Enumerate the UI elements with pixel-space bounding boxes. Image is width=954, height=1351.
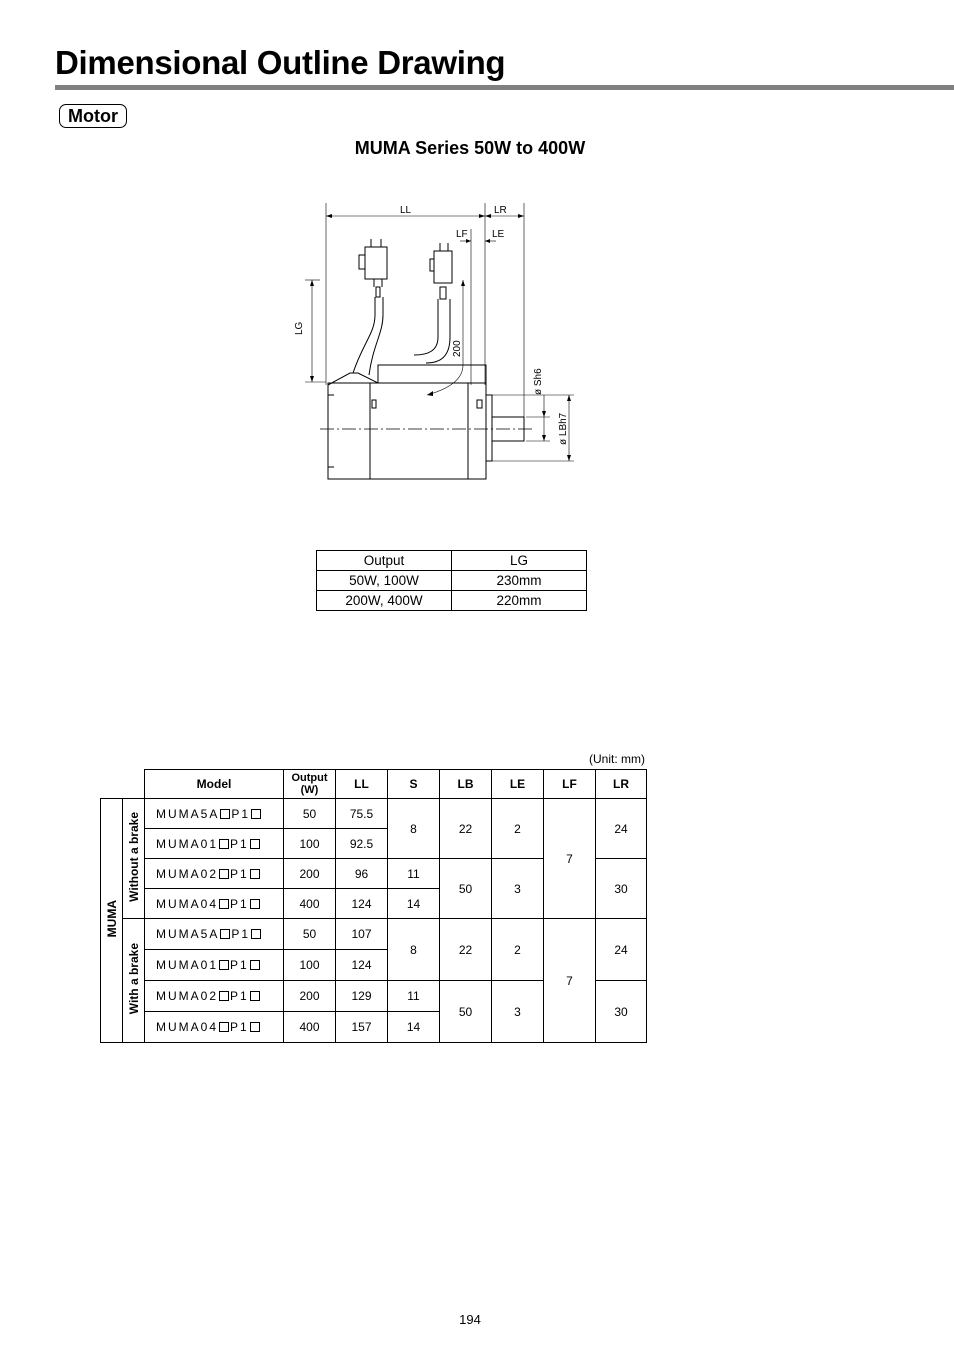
- le-cell: 2: [492, 799, 544, 859]
- model-cell: MUMA02 P1: [145, 859, 284, 889]
- table-header: LG: [452, 551, 587, 571]
- dimension-table: [100, 769, 647, 1043]
- model-cell: MUMA02 P1: [145, 981, 284, 1012]
- header-output: Output (W): [284, 770, 336, 799]
- table-row: [101, 919, 647, 950]
- ll-cell: 75.5: [336, 799, 388, 829]
- dim-label-lf: LF: [456, 229, 468, 240]
- dim-label-sh6: ø Sh6: [533, 368, 544, 395]
- table-header-row: [101, 770, 647, 799]
- table-row: [317, 551, 587, 571]
- header-lr: LR: [596, 770, 647, 799]
- lf-cell: 7: [544, 919, 596, 1043]
- header-model: Model: [145, 770, 284, 799]
- output-cell: 100: [284, 950, 336, 981]
- header-le: LE: [492, 770, 544, 799]
- lf-cell: 7: [544, 799, 596, 919]
- motor-outline-drawing: [290, 195, 590, 495]
- dim-label-le: LE: [492, 229, 505, 240]
- section-tag: Motor: [59, 104, 127, 128]
- dim-label-cable-200: 200: [452, 340, 463, 357]
- series-label: MUMA: [101, 799, 123, 1043]
- output-cell: 100: [284, 829, 336, 859]
- dim-label-lbh7: ø LBh7: [558, 412, 569, 445]
- table-row: [317, 591, 587, 611]
- dim-label-lr: LR: [494, 205, 507, 216]
- s-cell: 11: [388, 859, 440, 889]
- s-cell: 8: [388, 919, 440, 981]
- header-s: S: [388, 770, 440, 799]
- s-cell: 14: [388, 1012, 440, 1043]
- model-cell: MUMA01 P1: [145, 829, 284, 859]
- drawing-subtitle: MUMA Series 50W to 400W: [354, 138, 586, 158]
- le-cell: 3: [492, 981, 544, 1043]
- output-cell: 200: [284, 981, 336, 1012]
- dim-label-lg: LG: [294, 321, 305, 335]
- lb-cell: 22: [440, 919, 492, 981]
- page-number: 194: [459, 1312, 481, 1327]
- table-header: Output: [317, 551, 452, 571]
- le-cell: 2: [492, 919, 544, 981]
- table-cell: 200W, 400W: [317, 591, 452, 611]
- s-cell: 11: [388, 981, 440, 1012]
- table-row: [101, 799, 647, 829]
- le-cell: 3: [492, 859, 544, 919]
- header-lf: LF: [544, 770, 596, 799]
- lb-cell: 50: [440, 859, 492, 919]
- table-cell: 50W, 100W: [317, 571, 452, 591]
- ll-cell: 124: [336, 889, 388, 919]
- ll-cell: 129: [336, 981, 388, 1012]
- header-lb: LB: [440, 770, 492, 799]
- dim-label-ll: LL: [400, 205, 412, 216]
- output-cell: 400: [284, 1012, 336, 1043]
- ll-cell: 107: [336, 919, 388, 950]
- ll-cell: 157: [336, 1012, 388, 1043]
- lr-cell: 24: [596, 799, 647, 859]
- group-without-brake: Without a brake: [123, 799, 145, 919]
- output-cell: 400: [284, 889, 336, 919]
- s-cell: 8: [388, 799, 440, 859]
- table-cell: 230mm: [452, 571, 587, 591]
- output-cell: 50: [284, 799, 336, 829]
- unit-note: (Unit: mm): [589, 752, 645, 766]
- lr-cell: 24: [596, 919, 647, 981]
- model-cell: MUMA04 P1: [145, 889, 284, 919]
- s-cell: 14: [388, 889, 440, 919]
- model-cell: MUMA5A P1: [145, 799, 284, 829]
- group-with-brake: With a brake: [123, 919, 145, 1043]
- output-cell: 200: [284, 859, 336, 889]
- title-rule: [55, 85, 954, 90]
- lr-cell: 30: [596, 859, 647, 919]
- ll-cell: 92.5: [336, 829, 388, 859]
- ll-cell: 124: [336, 950, 388, 981]
- table-cell: 220mm: [452, 591, 587, 611]
- header-ll: LL: [336, 770, 388, 799]
- lb-cell: 22: [440, 799, 492, 859]
- lg-table: [316, 550, 587, 611]
- page-title: Dimensional Outline Drawing: [55, 44, 506, 81]
- ll-cell: 96: [336, 859, 388, 889]
- lr-cell: 30: [596, 981, 647, 1043]
- model-cell: MUMA5A P1: [145, 919, 284, 950]
- output-cell: 50: [284, 919, 336, 950]
- model-cell: MUMA04 P1: [145, 1012, 284, 1043]
- lb-cell: 50: [440, 981, 492, 1043]
- model-cell: MUMA01 P1: [145, 950, 284, 981]
- table-row: [317, 571, 587, 591]
